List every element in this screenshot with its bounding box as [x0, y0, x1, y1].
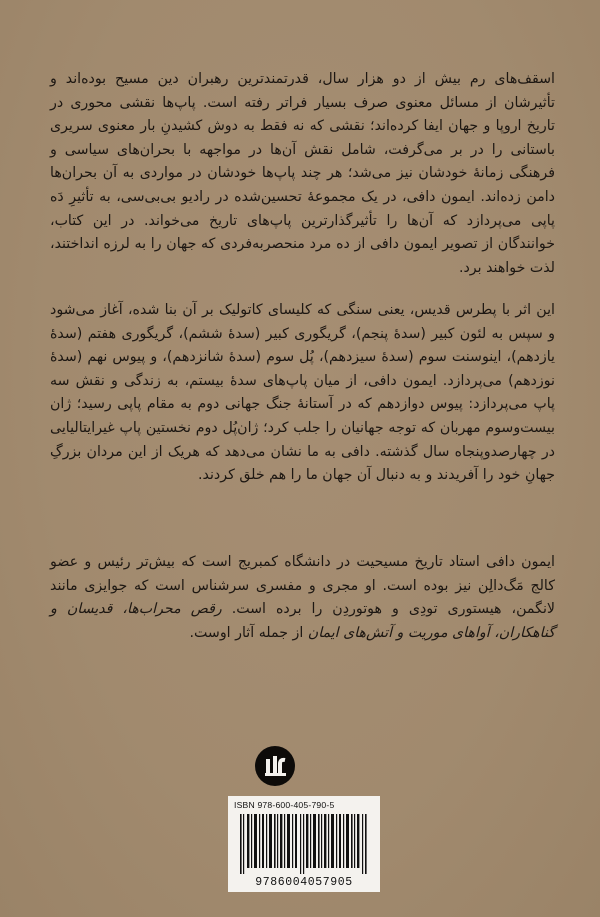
author-bio-text: ایمون دافی استاد تاریخ مسیحیت در دانشگاه کمبریج است که بیش‌تر رئیس و عضو کالج مَگ‌دالِن نیز بوده است. او مجری و مفسری سرشناس است که جوایزی مانند لانگمن، هیستوری تودِی و هوتوردِن را برده است. [50, 554, 555, 618]
blurb-paragraph-1: اسقف‌های رم بیش از دو هزار سال، قدرتمندترین رهبران دین مسیح بوده‌اند و تأثیرشان از مسائل معنوی صرف بسیار فراتر رفته است. پاپ‌ها نقشی محوری در تاریخ اروپا و جهان ایفا کرده‌اند؛ نقشی که نه فقط به دوش کشیدنِ بار معنوی سریری باستانی را در بر می‌گرفت، شامل نقش آن‌ها در مواجهه با بحران‌های سیاسی و فرهنگی زمانهٔ خودشان نیز می‌شد؛ هر چند پاپ‌ها خودشان در مواردی به آن بحران‌ها دامن زده‌اند. ایمون دافی، در یک مجموعهٔ تحسین‌شده در رادیو بی‌بی‌سی، به تأثیرِ دَه پاپی می‌پردازد که آن‌ها را تأثیرگذارترین پاپ‌های تاریخ می‌خواند. در این کتاب، خوانندگان از تصویر ایمون دافی از ده مرد منحصربه‌فردی که جهان را به لرزه انداختند، لذت خواهند برد. [50, 71, 555, 276]
author-bio-paragraph [50, 551, 555, 645]
publisher-logo-icon [255, 746, 295, 786]
blurb-paragraph-2: این اثر با پطرس قدیس، یعنی سنگی که کلیسای کاتولیک بر آن بنا شده، آغاز می‌شود و سپس به لئون کبیر (سدهٔ پنجم)، گریگوری کبیر (سدهٔ ششم)، گریگوری هفتم (سدهٔ یازدهم)، اینوسنت سوم (سدهٔ سیزدهم)، پُل سوم (سدهٔ شانزدهم)، و پیوس نهم (سدهٔ نوزدهم) می‌پردازد. ایمون دافی، از میان پاپ‌های سدهٔ بیستم، به زندگی و نقش سه پاپ می‌پردازد: پیوس دوازدهم که در آستانهٔ جنگ جهانی دوم به مقام پاپی رسید؛ ژان بیست‌وسوم مهربان که توجه جهانیان را جلب کرد؛ ژان‌پُل دوم نخستین پاپ غیرایتالیایی در چهارصدوپنجاه سال گذشته. دافی به ما نشان می‌دهد که هریک از این مردان بزرگِ جهانِ خود را آفریدند و به دنبال آن جهان ما را هم خلق کردند. [50, 302, 555, 484]
isbn-barcode-block [228, 796, 380, 892]
barcode-number: 9786004057905 [255, 876, 353, 889]
author-works-titles: رقص محراب‌ها، قدیسان و گناهکاران، آواهای موریت و آتش‌های ایمان [50, 601, 555, 641]
publisher-logo [255, 746, 295, 786]
isbn-label: ISBN 978-600-405-790-5 [234, 800, 335, 810]
author-works-suffix: از جمله آثار اوست. [189, 624, 308, 641]
barcode-icon [236, 814, 372, 874]
